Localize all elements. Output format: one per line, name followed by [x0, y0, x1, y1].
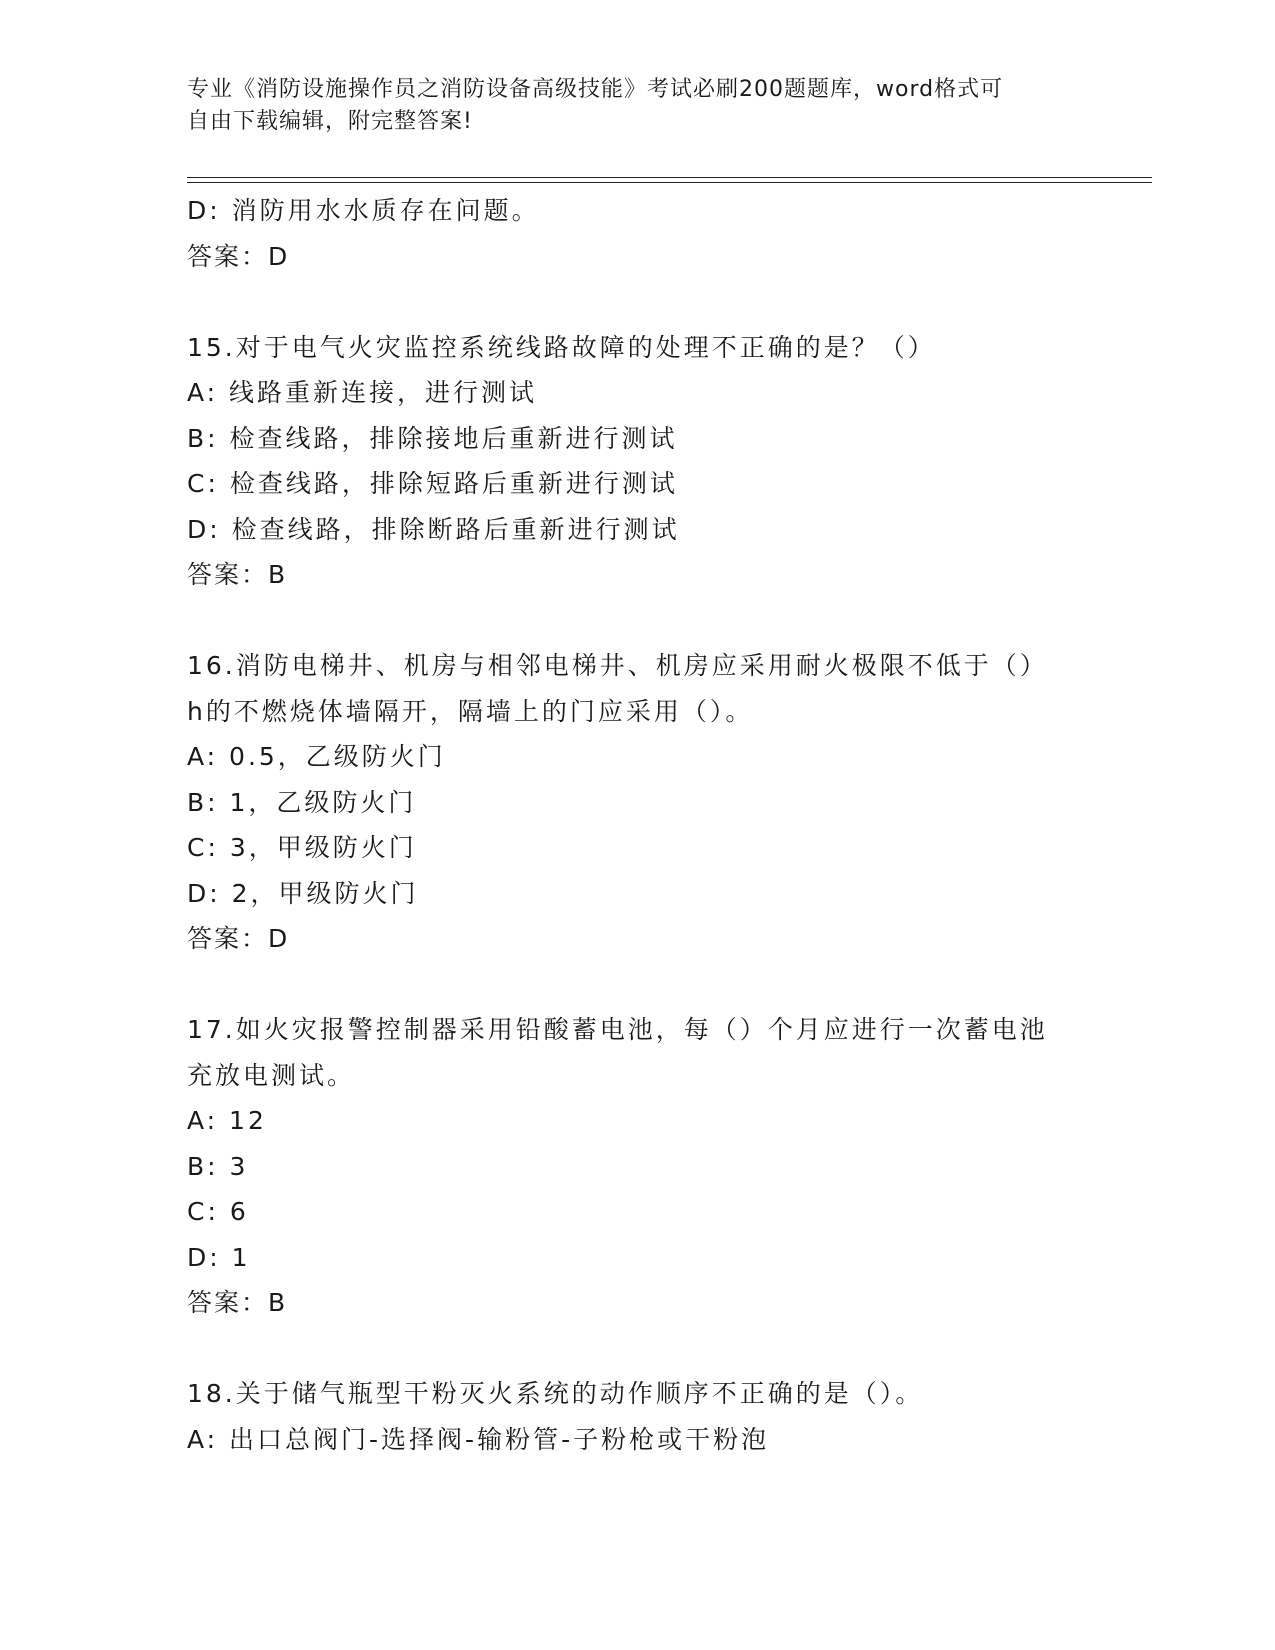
question-14-tail	[187, 188, 1087, 279]
question-18	[187, 1371, 1087, 1462]
question-16	[187, 643, 1087, 962]
question-stem-line-2: h的不燃烧体墙隔开，隔墙上的门应采用（）。	[187, 696, 754, 726]
spacer	[187, 279, 1087, 325]
header-line-2: 自由下载编辑，附完整答案!	[187, 109, 473, 134]
document-header	[187, 74, 1087, 138]
question-list	[187, 188, 1087, 1462]
option-c: C: 6	[187, 1197, 249, 1226]
option-c: C: 检查线路，排除短路后重新进行测试	[187, 469, 678, 498]
option-b: B: 检查线路，排除接地后重新进行测试	[187, 423, 678, 453]
option-d: D: 消防用水水质存在问题。	[187, 196, 540, 225]
option-d: D: 1	[187, 1242, 251, 1272]
question-stem-line-2: 充放电测试。	[187, 1060, 356, 1090]
question-stem: 15.对于电气火灾监控系统线路故障的处理不正确的是？（）	[187, 332, 936, 362]
question-17	[187, 1007, 1087, 1326]
option-c: C: 3，甲级防火门	[187, 833, 417, 862]
spacer	[187, 1326, 1087, 1372]
option-a: A: 出口总阀门-选择阀-输粉管-子粉枪或干粉泡	[187, 1424, 770, 1454]
header-line-1: 专业《消防设施操作员之消防设备高级技能》考试必刷200题题库，word格式可	[187, 77, 1004, 102]
question-stem-line-1: 17.如火灾报警控制器采用铅酸蓄电池，每（）个月应进行一次蓄电池	[187, 1015, 1048, 1044]
option-d: D: 检查线路，排除断路后重新进行测试	[187, 514, 680, 544]
answer: 答案：D	[187, 241, 290, 271]
option-b: B: 3	[187, 1151, 249, 1181]
header-divider-top	[187, 177, 1152, 178]
question-15	[187, 325, 1087, 598]
header-divider-bottom	[187, 182, 1152, 183]
question-stem: 18.关于储气瓶型干粉灭火系统的动作顺序不正确的是（）。	[187, 1379, 924, 1408]
spacer	[187, 598, 1087, 644]
option-b: B: 1，乙级防火门	[187, 787, 417, 817]
option-a: A: 12	[187, 1106, 267, 1135]
answer: 答案：B	[187, 560, 288, 589]
option-d: D: 2，甲级防火门	[187, 878, 419, 908]
answer: 答案：B	[187, 1288, 288, 1317]
answer: 答案：D	[187, 924, 290, 953]
option-a: A: 线路重新连接，进行测试	[187, 378, 538, 407]
question-stem-line-1: 16.消防电梯井、机房与相邻电梯井、机房应采用耐火极限不低于（）	[187, 651, 1048, 680]
spacer	[187, 962, 1087, 1008]
option-a: A: 0.5，乙级防火门	[187, 742, 446, 771]
